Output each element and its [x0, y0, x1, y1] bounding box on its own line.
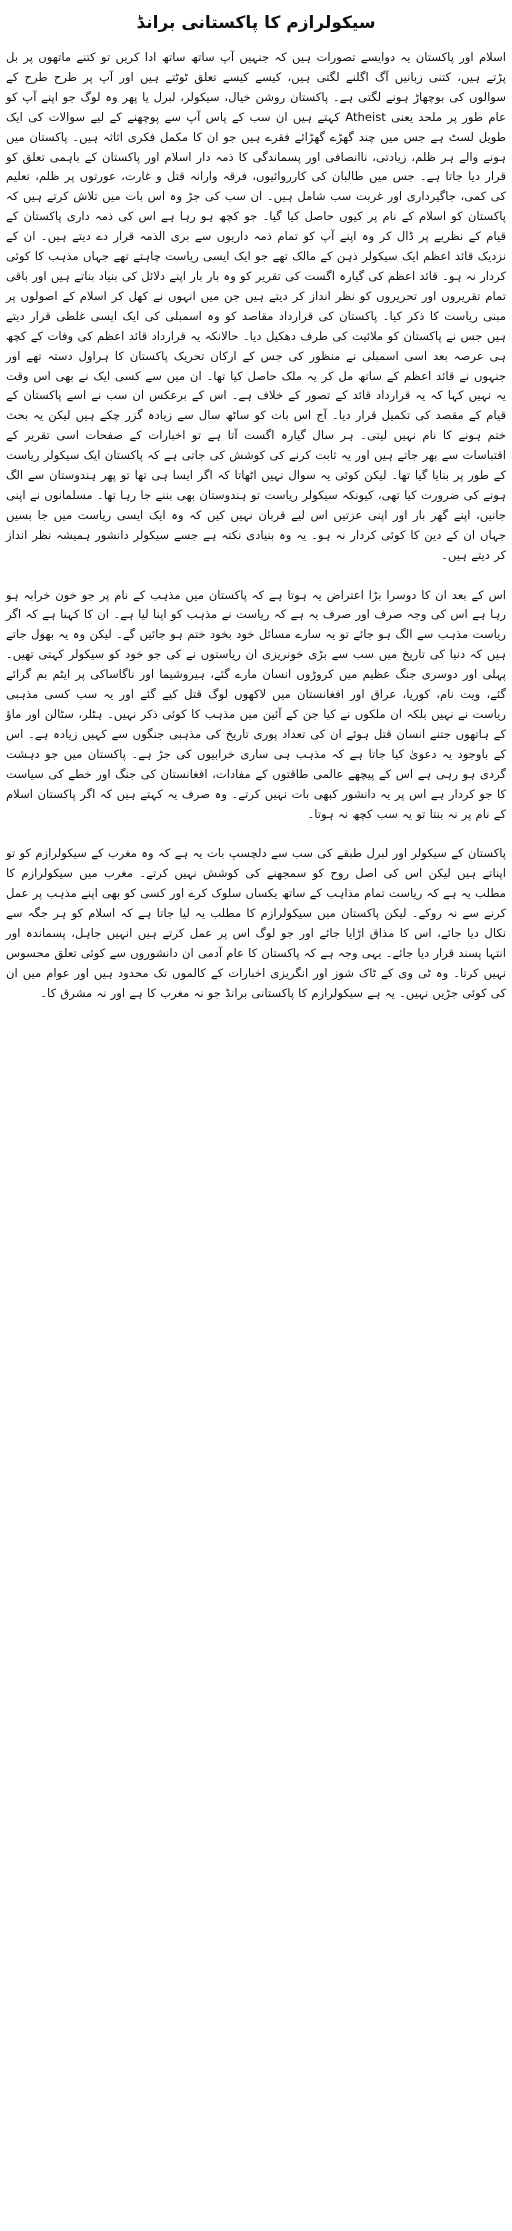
article-paragraph-3: پاکستان کے سیکولر اور لبرل طبقے کی سب سے دلچسپ بات یہ ہے کہ وہ مغرب کے سیکولرازم کو تو اپناتے ہیں لیکن اس کی اصل روح کو سمجھنے کی کوشش نہیں کرتے۔ مغرب میں سیکولرازم کا مطلب یہ ہے کہ ریاست تمام مذاہب کے ساتھ یکساں سلوک کرے اور کسی کو بھی اپنے مذہب پر عمل کرنے سے نہ روکے۔ لیکن پاکستان میں سیکولرازم کا مطلب یہ لیا جاتا ہے کہ اسلام کو ہر جگہ سے نکال دیا جائے، اس کا مذاق اڑایا جائے اور جو لوگ اس پر عمل کرتے ہیں انہیں جاہل، پسماندہ اور انتہا پسند قرار دیا جائے۔ یہی وجہ ہے کہ پاکستان کا عام آدمی ان دانشوروں سے کوئی تعلق محسوس نہیں کرتا۔ وہ ٹی وی کے ٹاک شوز اور انگریزی اخبارات کے کالموں تک محدود ہیں اور عوام میں ان کی کوئی جڑیں نہیں۔ یہ ہے سیکولرازم کا پاکستانی برانڈ جو نہ مغرب کا ہے اور نہ مشرق کا۔ — [5, 846, 506, 1000]
article-paragraph-2: اس کے بعد ان کا دوسرا بڑا اعتراض یہ ہوتا ہے کہ پاکستان میں مذہب کے نام پر جو خون خرابہ ہو رہا ہے اس کی وجہ صرف اور صرف یہ ہے کہ ریاست نے مذہب کو اپنا لیا ہے۔ ان کا کہنا ہے کہ اگر ریاست مذہب سے الگ ہو جائے تو یہ سارے مسائل خود بخود ختم ہو جائیں گے۔ لیکن وہ یہ بھول جاتے ہیں کہ دنیا کی تاریخ میں سب سے بڑی خونریزی ان ریاستوں نے کی جو خود کو سیکولر کہتی تھیں۔ پہلی اور دوسری جنگ عظیم میں کروڑوں انسان مارے گئے، ہیروشیما اور ناگاساکی پر ایٹم بم گرائے گئے، ویت نام، کوریا، عراق اور افغانستان میں لاکھوں لوگ قتل کیے گئے اور یہ سب کسی مذہبی ریاست نے نہیں بلکہ ان ملکوں نے کیا جن کے آئین میں مذہب کا کوئی ذکر نہیں۔ ہٹلر، سٹالن اور ماؤ کے ہاتھوں جتنے انسان قتل ہوئے ان کی تعداد پوری تاریخ کی مذہبی جنگوں سے کہیں زیادہ ہے۔ اس کے باوجود یہ دعویٰ کیا جاتا ہے کہ مذہب ہی ساری خرابیوں کی جڑ ہے۔ پاکستان میں جو دہشت گردی ہو رہی ہے اس کے پیچھے عالمی طاقتوں کے مفادات، افغانستان کی جنگ اور خطے کی سیاست کا جو کردار ہے اس پر یہ دانشور کبھی بات نہیں کرتے۔ وہ صرف یہ کہتے ہیں کہ اگر پاکستان اسلام کے نام پر نہ بنتا تو یہ سب کچھ نہ ہوتا۔ — [6, 587, 506, 821]
article-title: سیکولرازم کا پاکستانی برانڈ — [136, 13, 376, 33]
article-body — [6, 48, 506, 1004]
article-paragraph-1: اسلام اور پاکستان یہ دوایسے تصورات ہیں کہ جنہیں آپ ساتھ ساتھ ادا کریں تو کتنے ماتھوں پر بل پڑتے ہیں، کتنی زبانیں آگ اگلنے لگتی ہیں، کیسے کیسے تعلق ٹوٹتے ہیں اور آپ پر طرح طرح کے سوالوں کی بوچھاڑ ہونے لگتی ہے۔ پاکستان روشن خیال، سیکولر، لبرل یا پھر وہ لوگ جو اپنے آپ کو عام طور پر ملحد یعنی Atheist کہتے ہیں ان سب کے پاس آپ سے پوچھنے کے لیے سوالات کی ایک طویل لسٹ ہے جس میں چند گھڑے گھڑائے فقرے ہیں جو ان کا مکمل فکری اثاثہ ہیں۔ پاکستان میں ہونے والے ہر ظلم، زیادتی، ناانصافی اور پسماندگی کا ذمہ دار اسلام اور پاکستان کے باہمی تعلق کو قرار دیا جاتا ہے۔ جس میں طالبان کی کارروائیوں، فرقہ وارانہ قتل و غارت، عورتوں پر ظلم، تعلیم کی کمی، جاگیرداری اور غربت سب شامل ہیں۔ ان سب کی جڑ وہ اس بات میں تلاش کرتے ہیں کہ پاکستان کو اسلام کے نام پر کیوں حاصل کیا گیا۔ جو کچھ ہو رہا ہے اس کی ذمہ داری پاکستان کے قیام کے نظریے پر ڈال کر وہ اپنے آپ کو تمام ذمہ داریوں سے بری الذمہ قرار دے دیتے ہیں۔ ان کے نزدیک قائد اعظم ایک سیکولر ذہن کے مالک تھے جو ایک ایسی ریاست چاہتے تھے جہاں مذہب کا کوئی کردار نہ ہو۔ قائد اعظم کی گیارہ اگست کی تقریر کو وہ بار بار اپنے دلائل کی بنیاد بناتے ہیں اور باقی تمام تقریروں اور تحریروں کو نظر انداز کر دیتے ہیں جن میں انہوں نے کھل کر اسلام کے اصولوں پر مبنی ریاست کا ذکر کیا۔ پاکستان کی قرارداد مقاصد کو وہ اسمبلی کی ایک ایسی غلطی قرار دیتے ہیں جس نے پاکستان کو ملائیت کی طرف دھکیل دیا۔ حالانکہ یہ قرارداد قائد اعظم کی وفات کے کچھ ہی عرصہ بعد اسی اسمبلی نے منظور کی جس کے ارکان تحریک پاکستان کا ہراول دستہ تھے اور جنہوں نے قائد اعظم کے ساتھ مل کر یہ ملک حاصل کیا تھا۔ ان میں سے کسی ایک نے بھی اس وقت یہ نہیں کہا کہ یہ قرارداد قائد کے تصور کے خلاف ہے۔ اس کے برعکس ان سب نے اسے پاکستان کے قیام کے مقصد کی تکمیل قرار دیا۔ آج اس بات کو ساٹھ سال سے زیادہ گزر چکے ہیں لیکن یہ بحث ختم ہونے کا نام نہیں لیتی۔ ہر سال گیارہ اگست آتا ہے تو اخبارات کے صفحات اسی تقریر کے اقتباسات سے بھر جاتے ہیں اور یہ ثابت کرنے کی کوشش کی جاتی ہے کہ پاکستان ایک سیکولر ریاست کے طور پر بنایا گیا تھا۔ لیکن کوئی یہ سوال نہیں اٹھاتا کہ اگر ایسا ہی تھا تو پھر ہندوستان سے الگ ہونے کی ضرورت کیا تھی، کیونکہ سیکولر ریاست تو ہندوستان بھی بننے جا رہا تھا۔ مسلمانوں نے اپنی جانیں، اپنے گھر بار اور اپنی عزتیں اس لیے قربان نہیں کیں کہ وہ ایک ایسی ریاست میں جا بسیں جہاں ان کے دین کا کوئی کردار نہ ہو۔ یہ وہ بنیادی نکتہ ہے جسے سیکولر دانشور ہمیشہ نظر انداز کر دیتے ہیں۔ — [6, 50, 507, 562]
